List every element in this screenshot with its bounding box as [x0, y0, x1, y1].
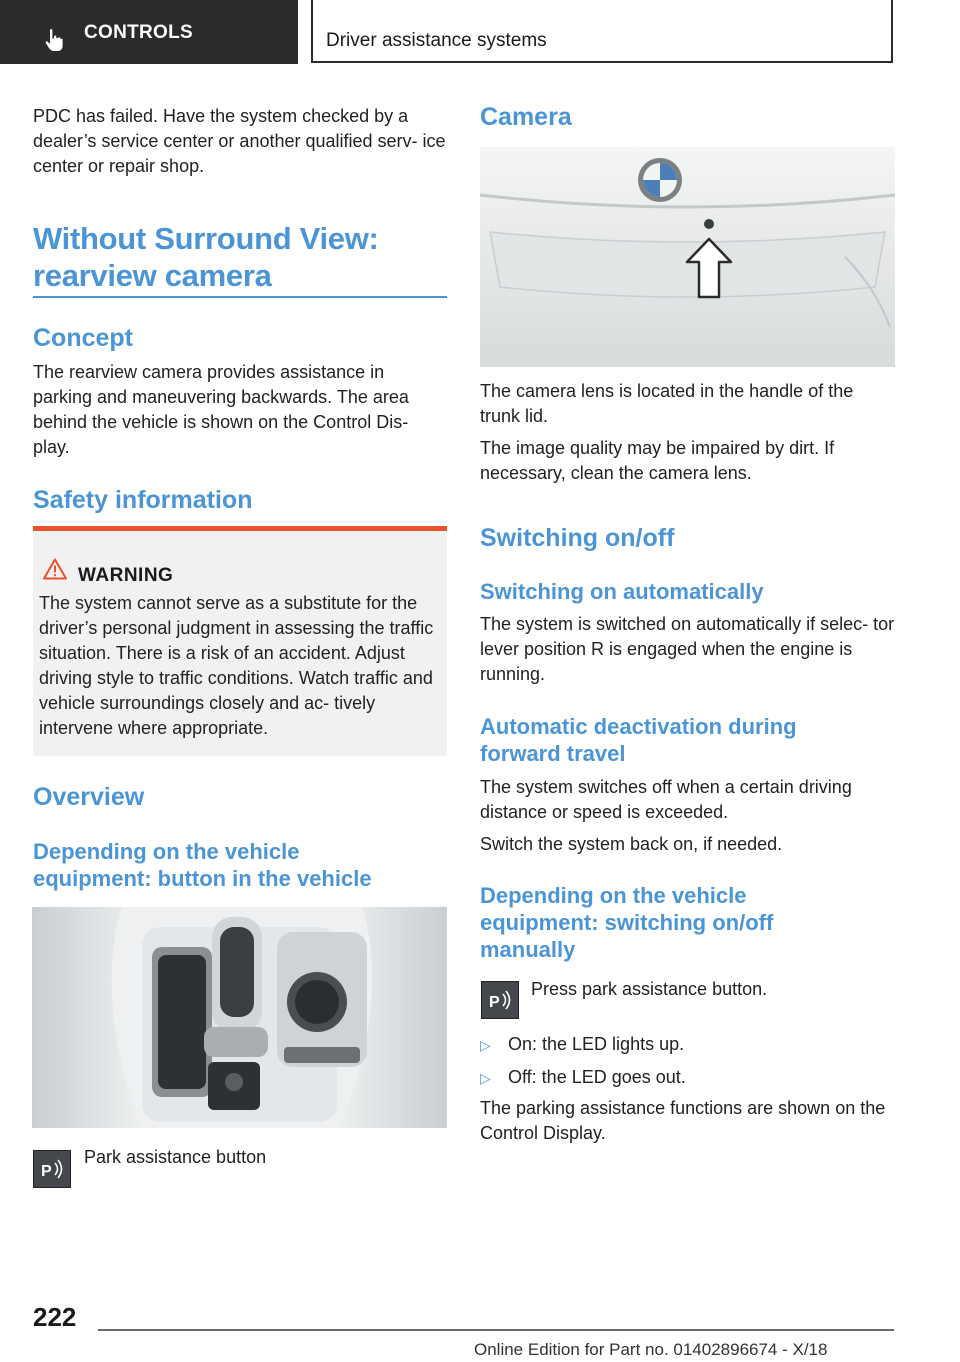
section-label: CONTROLS — [84, 22, 194, 43]
deactivation-heading-line1: Automatic deactivation during — [480, 714, 797, 739]
concept-text: The rearview camera provides assistance in parking and maneuvering backwards. The area behind the vehicle is shown on the Control Dis‐ play. — [33, 362, 409, 457]
hand-pointer-icon — [44, 28, 66, 52]
concept-heading: Concept — [33, 324, 133, 352]
button-heading-line2: equipment: button in the vehicle — [33, 866, 372, 891]
intro-text: PDC has failed. Have the system checked by a dealer’s service center or another qualified serv‐ ice center or repair shop. — [33, 106, 446, 176]
button-heading-line1: Depending on the vehicle — [33, 839, 300, 864]
auto-text: The system is switched on automatically if selec‐ tor lever position R is engaged when the engine is running. — [480, 614, 895, 684]
triangle-bullet-icon: ▷ — [480, 1037, 491, 1053]
manual-heading-line2: equipment: switching on/off — [480, 910, 774, 935]
main-heading-line1: Without Surround View: — [33, 221, 379, 256]
switching-heading: Switching on/off — [480, 524, 675, 552]
auto-heading: Switching on automatically — [480, 579, 764, 604]
deactivation-heading-line2: forward travel — [480, 741, 626, 766]
section-tab — [0, 0, 298, 64]
manual-heading — [480, 882, 896, 963]
console-illustration — [32, 907, 447, 1128]
console-photo — [32, 907, 447, 1128]
main-heading — [33, 220, 447, 294]
warning-triangle-icon — [43, 558, 67, 580]
deactivation-text-1: The system switches off when a certain driving distance or speed is exceeded. — [480, 777, 852, 822]
triangle-bullet-icon: ▷ — [480, 1070, 491, 1086]
trunk-illustration — [480, 147, 895, 367]
led-state-list — [480, 1032, 896, 1098]
manual-heading-line3: manually — [480, 937, 576, 962]
manual-heading-line1: Depending on the vehicle — [480, 883, 747, 908]
park-assist-button-icon — [33, 1150, 71, 1188]
svg-text:P: P — [41, 1163, 52, 1180]
warning-box — [33, 526, 447, 756]
main-heading-line2: rearview camera — [33, 258, 272, 293]
camera-text-1: The camera lens is located in the handle of the trunk lid. — [480, 381, 854, 426]
camera-photo — [480, 147, 895, 367]
deactivation-text-2: Switch the system back on, if needed. — [480, 834, 783, 854]
list-item: ▷ Off: the LED goes out. — [480, 1065, 896, 1091]
final-text: The parking assistance functions are shown on the Control Display. — [480, 1098, 886, 1143]
footer-edition: Online Edition for Part no. 01402896674 - X/18 — [474, 1340, 828, 1359]
warning-text: The system cannot serve as a substitute for the driver’s personal judgment in assessing the traffic situation. There is a risk of an accident. Adjust driving style to traffic conditions. Watch traffic and vehicle surroundings closely and ac‐ tively intervene where appropriate. — [39, 593, 434, 738]
chapter-title: Driver assistance systems — [326, 30, 547, 51]
press-text: Press park assistance button. — [531, 979, 768, 999]
safety-heading: Safety information — [33, 486, 253, 514]
warning-label: WARNING — [78, 565, 174, 586]
button-caption: Park assistance button — [84, 1147, 267, 1167]
list-item: ▷ On: the LED lights up. — [480, 1032, 896, 1058]
heading-rule — [33, 296, 447, 298]
camera-heading: Camera — [480, 103, 572, 131]
park-assist-button-icon-2 — [481, 981, 519, 1019]
footer-rule — [98, 1329, 894, 1331]
camera-text-2: The image quality may be impaired by dirt. If necessary, clean the camera lens. — [480, 438, 835, 483]
deactivation-heading — [480, 713, 896, 767]
svg-text:P: P — [489, 994, 500, 1011]
button-heading — [33, 838, 447, 892]
page-number: 222 — [33, 1302, 77, 1332]
overview-heading: Overview — [33, 783, 145, 811]
